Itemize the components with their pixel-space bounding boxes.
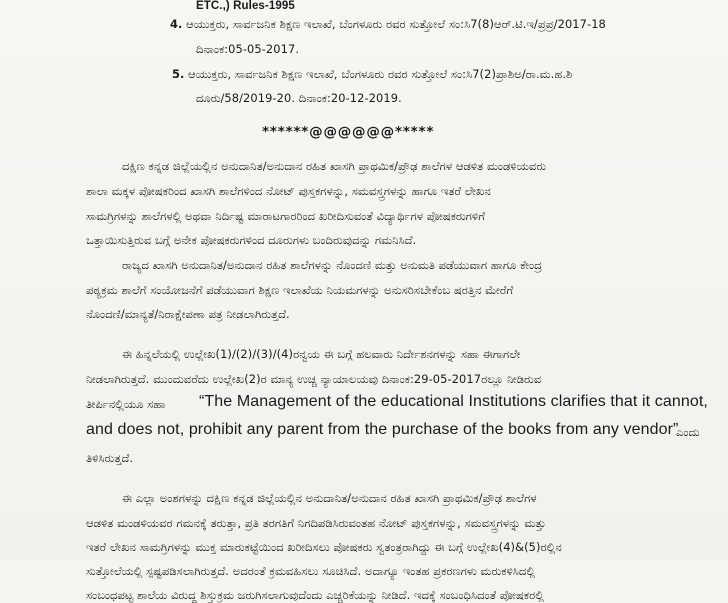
paragraph-3-line-4-suffix: ಎಂದು (676, 425, 700, 439)
paragraph-3-line-5: ತಿಳಿಸಿರುತ್ತದೆ. (86, 451, 134, 465)
paragraph-4-line-3: ಇತರೆ ಲೇಖನ ಸಾಮಗ್ರಿಗಳನ್ನು ಮುಕ್ತ ಮಾರುಕಟ್ಟೆಯಿಂದ ಖರೀದಿಸಲು ಪೋಷಕರು ಸ್ವತಂತ್ರರಾಗಿದ್ದು ಈ ಬಗ್ಗೆ ಉಲ್ಲೇಖ(4)&(5)ರಲ್ಲಿನ (86, 540, 562, 554)
reference-4-line1: ಆಯುಕ್ತರು, ಸಾರ್ವಜನಿಕ ಶಿಕ್ಷಣ ಇಲಾಖೆ, ಬೆಂಗಳೂರು ರವರ ಸುತ್ತೋಲೆ ಸಂ:ಸಿ7(8)ಆರ್.ಟಿ.ಇ/ಪ್ರಪ್ರ/2017-18 (186, 17, 606, 31)
paragraph-1-line-2: ಶಾಲಾ ಮಕ್ಕಳ ಪೋಷಕರಿಂದ ಖಾಸಗಿ ಶಾಲೆಗಳಿಂದ ನೋಟ್ ಪುಸ್ತಕಗಳನ್ನು, ಸಮವಸ್ತ್ರಗಳನ್ನು ಹಾಗೂ ಇತರೆ ಲೇಖನ (86, 184, 491, 198)
paragraph-1-line-4: ಒತ್ತಾಯಿಸುತ್ತಿರುವ ಬಗ್ಗೆ ಅನೇಕ ಪೋಷಕರುಗಳಿಂದ ದೂರುಗಳು ಬಂದಿರುವುದನ್ನು ಗಮನಿಸಿದೆ. (86, 233, 417, 247)
paragraph-2-line-2: ಪಠ್ಯಕ್ರಮ ಶಾಲೆಗೆ ಸಂಯೋಜನೆಗೆ ಪಡೆಯುವಾಗ ಶಿಕ್ಷಣ ಇಲಾಖೆಯ ನಿಯಮಗಳನ್ನು ಅನುಸರಿಸಬೇಕೆಂಬ ಷರತ್ತಿನ ಮೇರೆಗೆ (86, 283, 514, 297)
court-quote-part-2: and does not, prohibit any parent from the purchase of the books from any vendor” (86, 421, 679, 438)
paragraph-2-line-3: ನೊಂದಣಿ/ಮಾನ್ಯತೆ/ನಿರಾಕ್ಷೇಪಣಾ ಪತ್ರ ನೀಡಲಾಗಿರುತ್ತದೆ. (86, 307, 290, 321)
paragraph-4-line-2: ಆಡಳಿತ ಮಂಡಳಿಯವರ ಗಮನಕ್ಕೆ ತರುತ್ತಾ, ಪ್ರತಿ ತರಗತಿಗೆ ನಿಗದಿಪಡಿಸಿರುವಂತಹ ನೋಟ್ ಪುಸ್ತಕಗಳನ್ನು, ಸಮವಸ್ತ್ರಗಳನ್ನು ಮತ್ತು (86, 516, 546, 530)
paragraph-3-line-3-prefix: ತೀರ್ಪಿನಲ್ಲಿಯೂ ಸಹಾ (86, 397, 166, 411)
paragraph-1-line-1: ದಕ್ಷಿಣ ಕನ್ನಡ ಜಿಲ್ಲೆಯಲ್ಲಿನ ಅನುದಾನಿತ/ಅನುದಾನ ರಹಿತ ಖಾಸಗಿ ಪ್ರಾಥಮಿಕ/ಪ್ರೌಢ ಶಾಲೆಗಳ ಆಡಳಿತ ಮಂಡಳಿಯವರು (122, 159, 547, 173)
paragraph-4-line-5: ಸಂಬಂಧಪಟ್ಟ ಶಾಲೆಯ ವಿರುದ್ಧ ಶಿಸ್ತುಕ್ರಮ ಜರುಗಿಸಲಾಗುವುದೆಂದು ಎಚ್ಚರಿಕೆಯನ್ನು ನೀಡಿದೆ. ಇದಕ್ಕೆ ಸಂಬಂಧಿಸಿದಂತೆ ಪೋಷಕರಲ್ಲಿ (86, 588, 544, 602)
paragraph-4-line-1: ಈ ಎಲ್ಲಾ ಅಂಶಗಳನ್ನು ದಕ್ಷಿಣ ಕನ್ನಡ ಜಿಲ್ಲೆಯಲ್ಲಿನ ಅನುದಾನಿತ/ಅನುದಾನ ರಹಿತ ಖಾಸಗಿ ಪ್ರಾಥಮಿಕ/ಪ್ರೌಢ ಶಾಲೆಗಳ (122, 491, 537, 505)
reference-5-line1: ಆಯುಕ್ತರು, ಸಾರ್ವಜನಿಕ ಶಿಕ್ಷಣ ಇಲಾಖೆ, ಬೆಂಗಳೂರು ರವರ ಸುತ್ತೋಲೆ ಸಂ:ಸಿ7(2)ಪ್ರಾಶಿಅ/ರಾ.ಮ.ಹ.ಶಿ (188, 67, 573, 81)
paragraph-4-line-4: ಸುತ್ತೋಲೆಯಲ್ಲಿ ಸ್ಪಷ್ಟಪಡಿಸಲಾಗಿರುತ್ತದೆ. ಅದರಂತೆ ಕ್ರಮವಹಿಸಲು ಸೂಚಿಸಿದೆ. ಅದಾಗ್ಯೂ ಇಂತಹ ಪ್ರಕರಣಗಳು ಮರುಕಳಿಸಿದಲ್ಲಿ (86, 564, 536, 578)
reference-5-number: 5. (172, 67, 185, 81)
reference-4-line2: ದಿನಾಂಕ:05-05-2017. (196, 42, 300, 56)
separator-line: ******@@@@@@***** (262, 124, 435, 140)
reference-4-number: 4. (170, 17, 183, 31)
paragraph-2-line-1: ರಾಜ್ಯದ ಖಾಸಗಿ ಅನುದಾನಿತ/ಅನುದಾನ ರಹಿತ ಶಾಲೆಗಳನ್ನು ನೊಂದಣಿ ಮತ್ತು ಅನುಮತಿ ಪಡೆಯುವಾಗ ಹಾಗೂ ಕೇಂದ್ರ (122, 258, 543, 272)
court-quote-part-1: “The Management of the educational Institutions clarifies that it cannot, (199, 393, 708, 410)
rules-reference: ETC.,) Rules-1995 (196, 0, 295, 12)
paragraph-1-line-3: ಸಾಮಗ್ರಿಗಳನ್ನು ಶಾಲೆಗಳಲ್ಲಿ ಅಥವಾ ನಿರ್ದಿಷ್ಟ ಮಾರಾಟಗಾರರಿಂದ ಖರೀದಿಸುವಂತೆ ವಿದ್ಯಾರ್ಥಿಗಳ ಪೋಷಕರುಗಳಿಗೆ (86, 209, 485, 223)
paragraph-3-line-2: ನೀಡಲಾಗಿರುತ್ತದೆ. ಮುಂದುವರೆದು ಉಲ್ಲೇಖ(2)ರ ಮಾನ್ಯ ಉಚ್ಚ ನ್ಯಾಯಾಲಯವು ದಿನಾಂಕ:29-05-2017ರಲ್ಲೂ ನೀಡಿರುವ (86, 372, 542, 386)
paragraph-3-line-1: ಈ ಹಿನ್ನಲೆಯಲ್ಲಿ ಉಲ್ಲೇಖ(1)/(2)/(3)/(4)ರನ್ವಯ ಈ ಬಗ್ಗೆ ಹಲವಾರು ನಿರ್ದೇಶನಗಳನ್ನು ಸಹಾ ಈಗಾಗಲೇ (122, 347, 521, 361)
reference-5-line2: ದೂರು/58/2019-20. ದಿನಾಂಕ:20-12-2019. (196, 91, 402, 105)
